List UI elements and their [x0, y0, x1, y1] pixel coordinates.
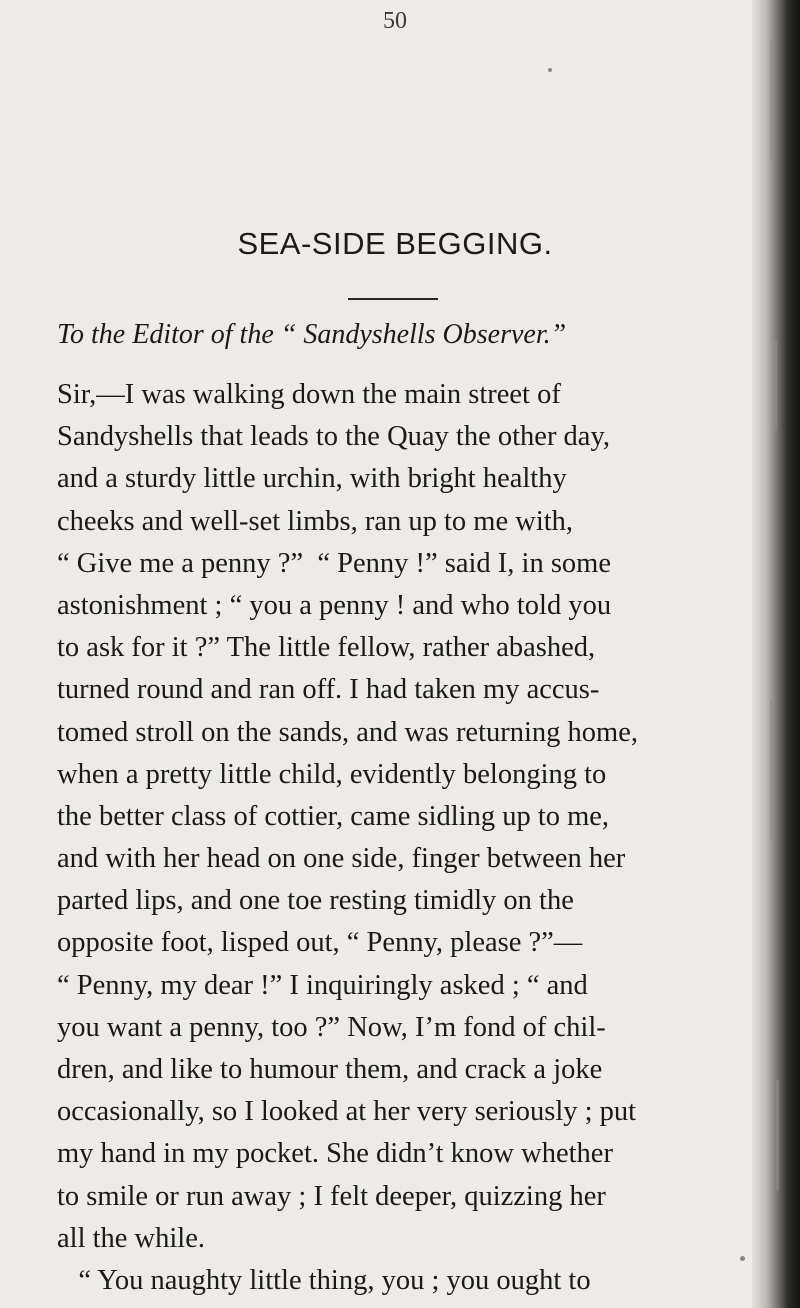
body-text [57, 374, 747, 1302]
text-line: tomed stroll on the sands, and was returning home, [57, 716, 638, 748]
separator-rule [348, 298, 438, 300]
print-speck [548, 68, 552, 72]
text-line: when a pretty little child, evidently belonging to [57, 758, 607, 790]
text-line: parted lips, and one toe resting timidly on the [57, 885, 574, 917]
article-heading: SEA-SIDE BEGGING. [237, 226, 553, 261]
page-binding-edge [752, 0, 800, 1308]
text-line: astonishment ; “ you a penny ! and who told you [57, 589, 612, 621]
dedication-line: To the Editor of the “ Sandyshells Observer.” [57, 319, 567, 350]
text-line: and with her head on one side, finger between her [57, 843, 626, 875]
edge-streak [770, 700, 773, 840]
text-line: to smile or run away ; I felt deeper, quizzing her [57, 1180, 606, 1212]
text-line: turned round and ran off. I had taken my accus- [57, 674, 600, 706]
text-line: cheeks and well-set limbs, ran up to me with, [57, 505, 574, 537]
edge-streak [770, 40, 773, 160]
page-number: 50 [383, 8, 407, 34]
text-line: “ Give me a penny ?” “ Penny !” said I, in some [57, 547, 611, 579]
edge-streak [776, 1080, 779, 1190]
edge-streak [774, 340, 777, 430]
text-line: opposite foot, lisped out, “ Penny, please ?”— [57, 927, 583, 959]
text-line: all the while. [57, 1222, 205, 1254]
text-line: “ You naughty little thing, you ; you ought to [57, 1264, 591, 1296]
text-line: “ Penny, my dear !” I inquiringly asked ; “ and [57, 969, 588, 1001]
print-speck [740, 1256, 745, 1261]
text-line: Sandyshells that leads to the Quay the other day, [57, 421, 610, 453]
text-line: dren, and like to humour them, and crack a joke [57, 1054, 603, 1085]
text-line: Sir,—I was walking down the main street of [57, 379, 561, 410]
text-line: to ask for it ?” The little fellow, rather abashed, [57, 632, 596, 664]
text-line: and a sturdy little urchin, with bright healthy [57, 463, 567, 495]
text-line: occasionally, so I looked at her very seriously ; put [57, 1096, 637, 1128]
text-line: the better class of cottier, came sidling up to me, [57, 800, 610, 832]
text-line: you want a penny, too ?” Now, I’m fond of chil- [57, 1011, 606, 1043]
text-line: my hand in my pocket. She didn’t know whether [57, 1138, 613, 1170]
